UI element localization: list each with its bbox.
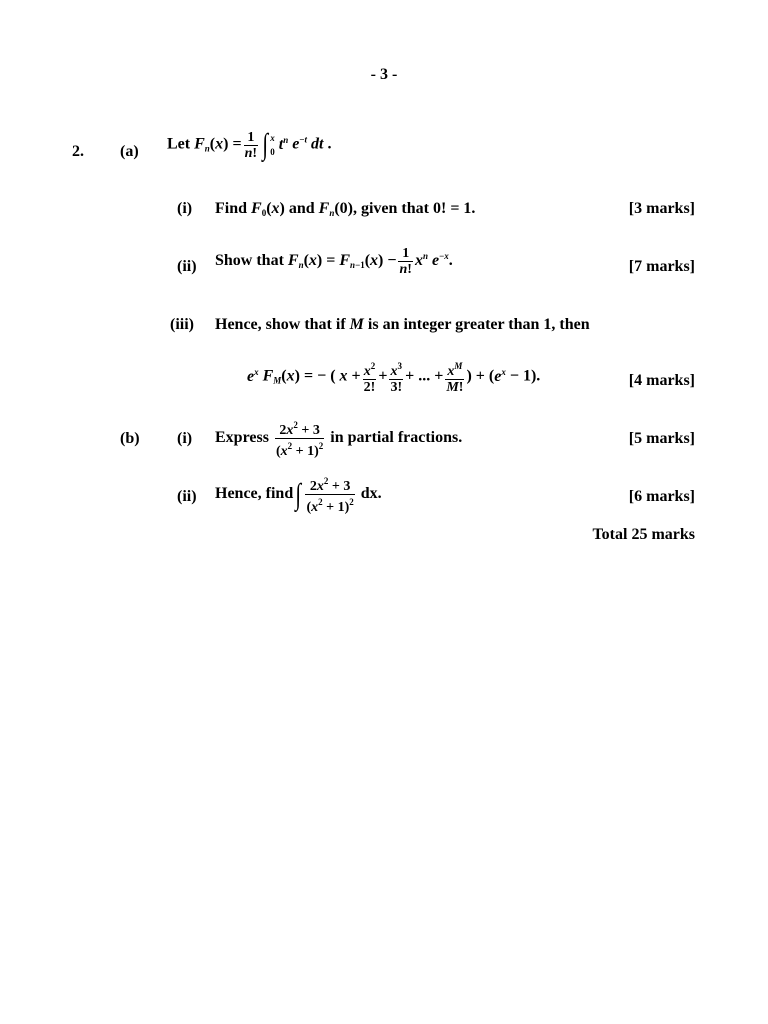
part-a-i-label: (i) <box>177 200 193 217</box>
part-b-ii-marks: [6 marks] <box>628 488 695 505</box>
part-a-ii-label: (ii) <box>177 258 197 275</box>
part-b-label: (b) <box>120 430 140 447</box>
part-b-ii-suffix: dx. <box>360 485 382 503</box>
total-marks: Total 25 marks <box>592 526 695 543</box>
part-b-ii-text: Hence, find∫ $\frac{2x^2 + 3}{(x^2 + 1)^2}$ dx. <box>215 476 382 515</box>
part-a-intro: Let <box>167 135 191 153</box>
part-b-ii-prefix: Hence, find <box>215 485 294 503</box>
part-b-i-suffix: in partial fractions. <box>330 429 463 447</box>
part-a-iii-equation: $e^x$ $F_M(x)$ = − ( x + $\frac{x^2}{2!}$ + $\frac{x^3}{3!}$ + ... + $\frac{x^M}{M!}$ ) + $(e^x - 1)$. <box>247 361 541 395</box>
part-a-iii-label: (iii) <box>170 316 194 333</box>
part-b-i-label: (i) <box>177 430 193 447</box>
question-number: 2. <box>72 143 84 160</box>
part-b-ii-label: (ii) <box>177 488 197 505</box>
part-a-iii-marks: [4 marks] <box>628 372 695 389</box>
part-b-i-text: Express $\frac{2x^2 + 3}{(x^2 + 1)^2}$ in partial fractions. <box>215 420 463 459</box>
part-a-ii-text: Show that $F_n(x) = F_{n-1}(x)$ − $\frac{1}{n!}$ $x^n$ $e^{-x}$. <box>215 246 453 277</box>
part-a-definition: Let $F_n(x)$ = $\frac{1}{n!}$ ∫ x 0 $t^n$ $e^{-t}$ dt . <box>167 128 332 161</box>
part-b-i-marks: [5 marks] <box>628 430 695 447</box>
part-a-label: (a) <box>120 143 139 160</box>
part-a-i-marks: [3 marks] <box>628 200 695 217</box>
page-number: - 3 - <box>370 66 398 83</box>
part-a-i-text: Find $F_0(x)$ and $F_n(0)$, given that 0! = 1. <box>215 200 476 218</box>
part-a-iii-text: Hence, show that if M is an integer greater than 1, then <box>215 316 590 333</box>
part-a-ii-marks: [7 marks] <box>628 258 695 275</box>
part-b-i-prefix: Express <box>215 429 269 447</box>
